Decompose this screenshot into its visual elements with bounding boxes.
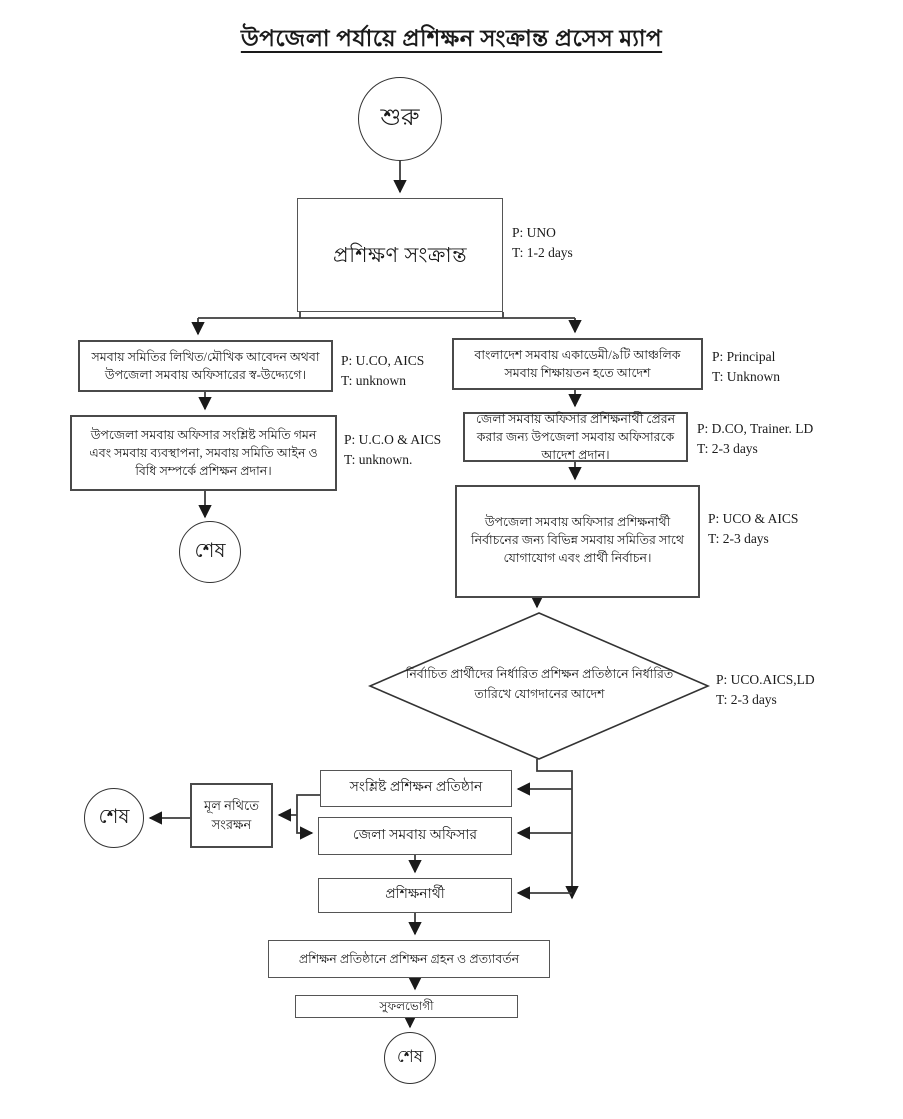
district-officer-box [318, 817, 512, 855]
end-label: শেষ [396, 1047, 424, 1066]
left-application-box [78, 340, 333, 392]
left-training-t: T: unknown. [344, 452, 413, 468]
main-process-p: P: UNO [512, 225, 556, 240]
academy-order-p: P: Principal [712, 349, 776, 364]
candidate-selection-t: T: 2-3 days [708, 531, 769, 547]
candidate-selection-p: P: UCO & AICS [708, 511, 799, 526]
start-terminator [358, 77, 442, 161]
left-training-p: P: U.C.O & AICS [344, 432, 442, 447]
main-process-label: প্রশিক্ষণ সংক্রান্ত [332, 242, 468, 267]
district-order-t: T: 2-3 days [697, 441, 758, 457]
left-training-box [70, 415, 337, 491]
district-order-box [463, 412, 688, 462]
decision-p: P: UCO.AICS,LD [716, 672, 815, 687]
district-officer-label: জেলা সমবায় অফিসার [352, 827, 478, 843]
left-training-label: উপজেলা সমবায় অফিসার সংশ্লিষ্ট সমিতি গমন এবং সমবায় ব্যবস্থাপনা, সমবায় সমিতি আইন ও বিধি সম্পর্কে প্রশিক্ষন প্রদান। [89, 427, 318, 479]
main-process-annotation [512, 223, 573, 264]
academy-order-label: বাংলাদেশ সমবায় একাডেমী/৯টি আঞ্চলিক সমবায় শিক্ষায়তন হতে আদেশ [474, 347, 681, 380]
left-application-annotation [341, 351, 424, 392]
left-training-annotation [344, 430, 441, 471]
decision-t: T: 2-3 days [716, 692, 777, 708]
district-order-label: জেলা সমবায় অফিসার প্রশিক্ষনার্থী প্রেরন করার জন্য উপজেলা সমবায় অফিসারকে আদেশ প্রদান। [475, 411, 676, 463]
main-process-t: T: 1-2 days [512, 245, 573, 261]
training-institute-label: সংশ্লিষ্ট প্রশিক্ষন প্রতিষ্ঠান [349, 780, 483, 796]
left-application-label: সমবায় সমিতির লিখিত/মৌখিক আবেদন অথবা উপজেলা সমবায় অফিসারের স্ব-উদ্দ্যেগে। [91, 349, 320, 382]
archive-box [190, 783, 273, 848]
left-end-terminator [179, 521, 241, 583]
receive-training-box [268, 940, 550, 978]
training-institute-box [320, 770, 512, 807]
trainee-box [318, 878, 512, 913]
receive-training-label: প্রশিক্ষন প্রতিষ্ঠানে প্রশিক্ষন গ্রহন ও প্রত্যাবর্তন [298, 951, 520, 966]
archive-end-terminator [84, 788, 144, 848]
left-application-t: T: unknown [341, 373, 406, 389]
beneficiary-label: সুফলভোগী [379, 998, 434, 1013]
left-end-label: শেষ [194, 539, 226, 562]
candidate-selection-box [455, 485, 700, 598]
decision-annotation [716, 670, 815, 711]
academy-order-annotation [712, 347, 780, 388]
left-application-p: P: U.CO, AICS [341, 353, 425, 368]
end-terminator [384, 1032, 436, 1084]
archive-end-label: শেষ [98, 805, 130, 828]
decision-label: নির্বাচিত প্রার্থীদের নির্ধারিত প্রশিক্ষন প্রতিষ্ঠানে নির্ধারিত তারিখে যোগদানের আদেশ [405, 667, 674, 701]
candidate-selection-label: উপজেলা সমবায় অফিসার প্রশিক্ষনার্থী নির্বাচনের জন্য বিভিন্ন সমবায় সমিতির সাথে যোগাযোগ এবং প্রার্থী নির্বাচন। [471, 515, 684, 566]
academy-order-t: T: Unknown [712, 369, 780, 385]
archive-label: মূল নথিতে সংরক্ষন [203, 797, 260, 832]
start-label: শুরু [380, 105, 420, 131]
district-order-annotation [697, 419, 813, 460]
main-process-box [297, 198, 503, 312]
district-order-p: P: D.CO, Trainer. LD [697, 421, 814, 436]
beneficiary-box [295, 995, 518, 1018]
academy-order-box [452, 338, 703, 390]
trainee-label: প্রশিক্ষনার্থী [385, 887, 445, 903]
candidate-selection-annotation [708, 509, 798, 550]
page-title: উপজেলা পর্যায়ে প্রশিক্ষন সংক্রান্ত প্রসেস ম্যাপ [240, 26, 663, 51]
